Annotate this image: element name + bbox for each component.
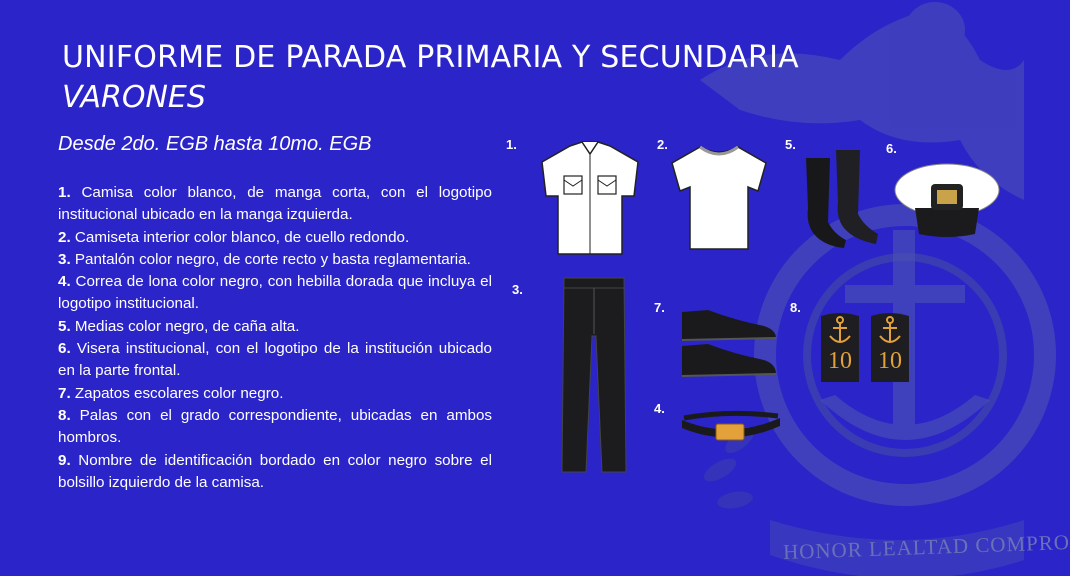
list-item: 6. Visera institucional, con el logotipo de la institución ubicado en la parte frontal. xyxy=(58,340,492,380)
epaulette-grade: 10 xyxy=(828,348,852,374)
white-shirt-icon xyxy=(538,140,642,258)
epaulette-grade: 10 xyxy=(878,348,902,374)
uniform-item-list xyxy=(58,182,492,494)
institutional-cap-icon xyxy=(893,160,1001,240)
black-shoes-icon xyxy=(678,306,780,382)
epaulette-left xyxy=(819,310,861,386)
page-title-sub: VARONES xyxy=(62,80,206,115)
white-undershirt-icon xyxy=(670,143,768,253)
epaulette-right xyxy=(869,310,911,386)
grade-range: Desde 2do. EGB hasta 10mo. EGB xyxy=(58,133,372,155)
label-shoes: 7. xyxy=(654,300,665,315)
black-socks-icon xyxy=(800,148,884,250)
list-item: 7. Zapatos escolares color negro. xyxy=(58,384,284,402)
page-title: UNIFORME DE PARADA PRIMARIA Y SECUNDARIA xyxy=(62,40,799,75)
list-item: 8. Palas con el grado correspondiente, ubicadas en ambos hombros. xyxy=(58,406,492,447)
list-item: 2. Camiseta interior color blanco, de cuello redondo. xyxy=(58,228,410,246)
label-shirt: 1. xyxy=(506,137,517,152)
list-item: 5. Medias color negro, de caña alta. xyxy=(58,317,300,335)
list-item: 9. Nombre de identificación bordado en color negro sobre el bolsillo izquierdo de la camisa. xyxy=(58,451,492,491)
list-item: 1. Camisa color blanco, de manga corta, con el logotipo institucional ubicado en la manga izquierda. xyxy=(58,184,492,224)
label-socks: 5. xyxy=(785,137,796,152)
label-tshirt: 2. xyxy=(657,137,668,152)
label-cap: 6. xyxy=(886,141,897,156)
black-pants-icon xyxy=(558,276,630,476)
label-pants: 3. xyxy=(512,282,523,297)
label-epaulettes: 8. xyxy=(790,300,801,315)
black-belt-icon xyxy=(680,404,782,444)
label-belt: 4. xyxy=(654,401,665,416)
list-item: 3. Pantalón color negro, de corte recto y basta reglamentaria. xyxy=(58,250,471,268)
list-item: 4. Correa de lona color negro, con hebilla dorada que incluya el logotipo institucional. xyxy=(58,273,492,313)
emblem-motto: HONOR LEALTAD COMPRO xyxy=(782,529,1070,565)
